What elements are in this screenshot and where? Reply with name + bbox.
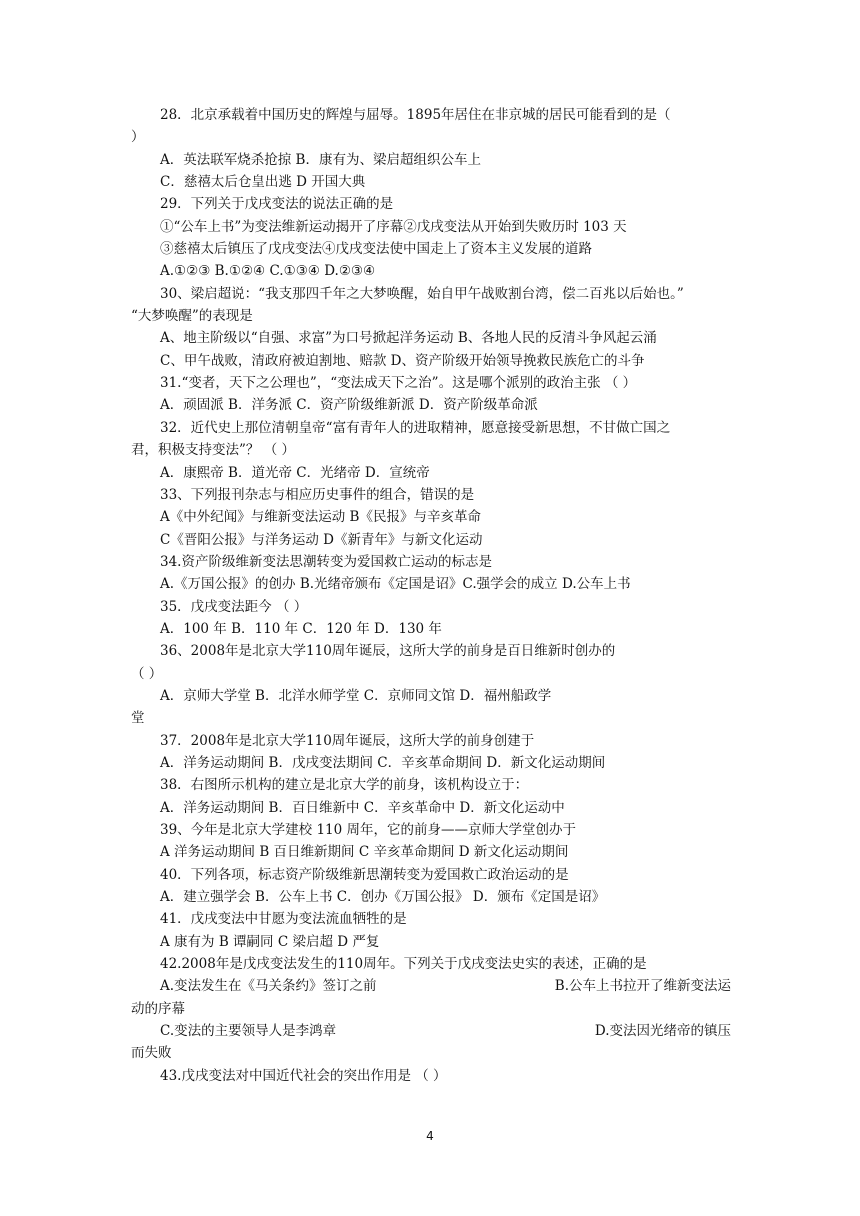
- text-line: A．英法联军烧杀抢掠 B．康有为、梁启超组织公车上: [160, 151, 481, 168]
- text-line: ）: [131, 129, 145, 146]
- text-line: A．建立强学会 B．公车上书 C．创办《万国公报》 D．颁布《定国是诏》: [160, 889, 606, 906]
- text-line: 29．下列关于戊戌变法的说法正确的是: [160, 196, 394, 213]
- text-line: 而失败: [131, 1045, 172, 1062]
- text-line: C、甲午战败，清政府被迫割地、赔款 D、资产阶级开始领导挽救民族危亡的斗争: [160, 352, 645, 369]
- option-right: D.变法因光绪帝的镇压: [594, 1023, 731, 1040]
- text-line: A《中外纪闻》与维新变法运动 B《民报》与辛亥革命: [160, 509, 481, 526]
- text-line: （ ）: [131, 665, 163, 682]
- text-line: 31.“变者，天下之公理也”，“变法成天下之治”。这是哪个派别的政治主张 （ ）: [160, 375, 637, 392]
- option-left: A.变法发生在《马关条约》签订之前: [160, 978, 377, 995]
- option-left: C.变法的主要领导人是李鸿章: [160, 1023, 337, 1040]
- text-line: A.①②③ B.①②④ C.①③④ D.②③④: [160, 263, 376, 280]
- text-line: 动的序幕: [131, 1000, 185, 1017]
- text-line: ③慈禧太后镇压了戊戌变法④戊戌变法使中国走上了资本主义发展的道路: [160, 241, 592, 258]
- text-line: 43.戊戌变法对中国近代社会的突出作用是 （ ）: [160, 1067, 447, 1084]
- text-line: A．康熙帝 B．道光帝 C．光绪帝 D．宣统帝: [160, 464, 430, 481]
- page-number: 4: [426, 1129, 434, 1143]
- text-line: A、地主阶级以“自强、求富”为口号掀起洋务运动 B、各地人民的反清斗争风起云涌: [160, 330, 657, 347]
- text-line: C《晋阳公报》与洋务运动 D《新青年》与新文化运动: [160, 531, 483, 548]
- text-line: 40．下列各项，标志资产阶级维新思潮转变为爱国救亡政治运动的是: [160, 866, 569, 883]
- text-line: 33、下列报刊杂志与相应历史事件的组合，错误的是: [160, 486, 475, 503]
- text-line: 32．近代史上那位清朝皇帝“富有青年人的进取精神，愿意接受新思想，不甘做亡国之: [160, 419, 671, 436]
- text-line: 35．戊戌变法距今 （ ）: [160, 598, 308, 615]
- text-line: 36、2008年是北京大学110周年诞辰，这所大学的前身是百日维新时创办的: [160, 643, 616, 660]
- text-line: 30、梁启超说：“我支那四千年之大梦唤醒，始自甲午战败割台湾，偿二百兆以后始也。”: [160, 285, 684, 302]
- text-line: A．100 年 B．110 年 C．120 年 D．130 年: [160, 620, 442, 637]
- option-right: B.公车上书拉开了维新变法运: [554, 978, 731, 995]
- text-line: A．京师大学堂 B．北洋水师学堂 C．京师同文馆 D．福州船政学: [160, 687, 552, 704]
- text-line: 34.资产阶级维新变法思潮转变为爱国救亡运动的标志是: [160, 553, 492, 570]
- text-line: A．洋务运动期间 B．戊戌变法期间 C．辛亥革命期间 D．新文化运动期间: [160, 754, 606, 771]
- text-line: 君，积极支持变法”？ （ ）: [131, 442, 295, 459]
- text-line: A.《万国公报》的创办 B.光绪帝颁布《定国是诏》C.强学会的成立 D.公车上书: [160, 576, 631, 593]
- text-line: 37．2008年是北京大学110周年诞辰，这所大学的前身创建于: [160, 732, 535, 749]
- question-list: [131, 104, 731, 1087]
- text-line: [131, 975, 731, 997]
- text-line: 28．北京承载着中国历史的辉煌与屈辱。1895年居住在非京城的居民可能看到的是（: [160, 107, 671, 123]
- text-line: C．慈禧太后仓皇出逃 D 开国大典: [160, 174, 366, 191]
- text-line: A 洋务运动期间 B 百日维新期间 C 辛亥革命期间 D 新文化运动期间: [160, 844, 569, 861]
- text-line: A 康有为 B 谭嗣同 C 梁启超 D 严复: [160, 933, 380, 950]
- text-line: 39、今年是北京大学建校 110 周年，它的前身——京师大学堂创办于: [160, 822, 577, 838]
- text-line: 堂: [131, 710, 145, 727]
- text-line: A．顽固派 B．洋务派 C．资产阶级维新派 D．资产阶级革命派: [160, 397, 538, 414]
- text-line: A．洋务运动期间 B．百日维新中 C．辛亥革命中 D．新文化运动中: [160, 799, 565, 816]
- text-line: 41．戊戌变法中甘愿为变法流血牺牲的是: [160, 911, 407, 928]
- text-line: 42.2008年是戊戌变法发生的110周年。下列关于戊戌变法史实的表述，正确的是: [160, 956, 647, 973]
- text-line: 38．右图所示机构的建立是北京大学的前身，该机构设立于：: [160, 777, 529, 794]
- text-line: [131, 1020, 731, 1042]
- text-line: “大梦唤醒”的表现是: [131, 308, 253, 325]
- text-line: ①“公车上书”为变法维新运动揭开了序幕②戊戌变法从开始到失败历时 103 天: [160, 218, 627, 235]
